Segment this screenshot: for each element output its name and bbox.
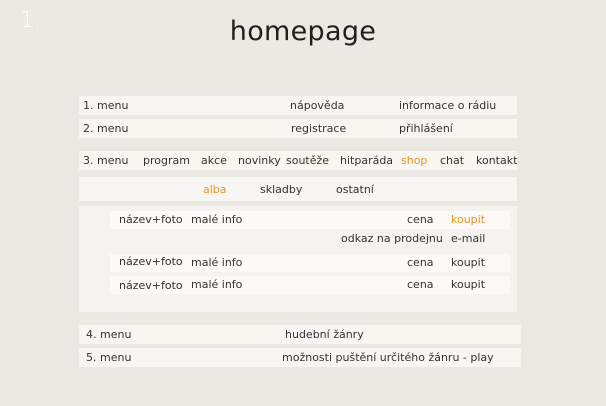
shop-tab-other[interactable]: ostatní [336, 183, 374, 196]
menu-3-item-news[interactable]: novinky [238, 154, 281, 167]
product-1-buy-link[interactable]: koupit [451, 213, 486, 226]
menu-1-label: 1. menu [83, 99, 129, 112]
product-1-price: cena [407, 213, 434, 226]
shop-tab-albums[interactable]: alba [203, 183, 227, 196]
menu-3-item-contact[interactable]: kontakt [476, 154, 518, 167]
product-2-price: cena [407, 256, 434, 269]
menu-3-item-charts[interactable]: hitparáda [340, 154, 394, 167]
menu-5-label: 5. menu [86, 351, 132, 364]
product-3-price: cena [407, 278, 434, 291]
menu-1-item-radio-info[interactable]: informace o rádiu [399, 99, 497, 112]
menu-2-item-login[interactable]: přihlášení [399, 122, 453, 135]
menu-3-item-contests[interactable]: soutěže [286, 154, 330, 167]
page-number: 1. [20, 8, 41, 33]
menu-2-label: 2. menu [83, 122, 129, 135]
menu-5-item-play-genre[interactable]: možnosti puštění určitého žánru - play [282, 351, 494, 364]
product-1-store-link[interactable]: odkaz na prodejnu [341, 232, 443, 245]
menu-3-item-program[interactable]: program [143, 154, 190, 167]
product-3-info: malé info [191, 278, 243, 291]
product-3-buy-link[interactable]: koupit [451, 278, 486, 291]
menu-3-label: 3. menu [83, 154, 129, 167]
menu-2-item-register[interactable]: registrace [291, 122, 347, 135]
menu-3-item-chat[interactable]: chat [440, 154, 465, 167]
product-1-name-photo: název+foto [119, 213, 183, 226]
menu-3-item-events[interactable]: akce [201, 154, 227, 167]
page-title: homepage [229, 16, 377, 47]
menu-1-item-help[interactable]: nápověda [290, 99, 345, 112]
product-1-info: malé info [191, 213, 243, 226]
product-3-name-photo: název+foto [119, 279, 183, 292]
shop-tab-songs[interactable]: skladby [260, 183, 303, 196]
menu-4-item-genres[interactable]: hudební žánry [285, 328, 364, 341]
menu-3-item-shop[interactable]: shop [401, 154, 428, 167]
product-2-info: malé info [191, 256, 243, 269]
product-1-email-link[interactable]: e-mail [451, 232, 486, 245]
menu-4-label: 4. menu [86, 328, 132, 341]
product-2-buy-link[interactable]: koupit [451, 256, 486, 269]
product-2-name-photo: název+foto [119, 255, 183, 268]
